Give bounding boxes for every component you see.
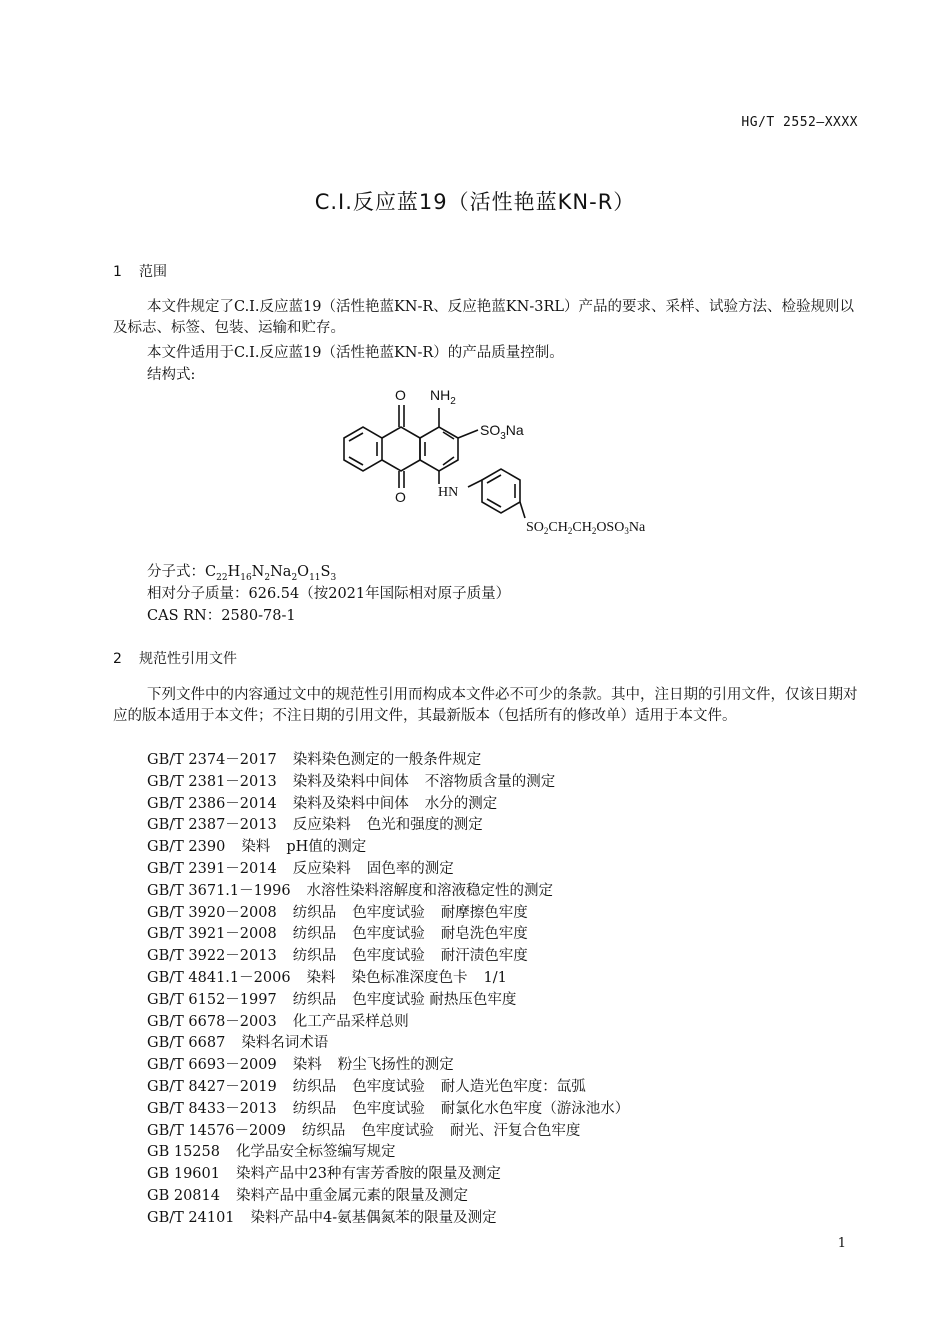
reference-item: GB/T 2387－2013 反应染料 色光和强度的测定 xyxy=(147,817,483,834)
reference-item: GB/T 3922－2013 纺织品 色牢度试验 耐汗渍色牢度 xyxy=(147,948,528,965)
reference-item: GB/T 4841.1－2006 染料 染色标准深度色卡 1/1 xyxy=(147,969,507,986)
section-number: 1 xyxy=(113,264,122,280)
reference-item: GB/T 6687 染料名词术语 xyxy=(147,1035,329,1052)
section-title: 范围 xyxy=(139,264,167,280)
reference-item: GB 15258 化学品安全标签编写规定 xyxy=(147,1144,396,1161)
section-2-heading xyxy=(113,648,237,668)
reference-item: GB/T 24101 染料产品中4-氨基偶氮苯的限量及测定 xyxy=(147,1209,497,1226)
reference-list xyxy=(147,750,629,1230)
reference-item: GB/T 2374－2017 染料染色测定的一般条件规定 xyxy=(147,752,482,768)
molecular-mass: 相对分子质量：626.54（按2021年国际相对原子质量） xyxy=(147,586,511,602)
standard-code: HG/T 2552—XXXX xyxy=(741,115,858,130)
reference-item: GB/T 3920－2008 纺织品 色牢度试验 耐摩擦色牢度 xyxy=(147,904,528,921)
cas-number: CAS RN：2580-78-1 xyxy=(147,608,296,624)
reference-item: GB/T 2391－2014 反应染料 固色率的测定 xyxy=(147,860,454,877)
reference-item: GB/T 6693－2009 染料 粉尘飞扬性的测定 xyxy=(147,1057,454,1074)
scope-paragraph-1: 本文件规定了C.I.反应蓝19（活性艳蓝KN-R、反应艳蓝KN-3RL）产品的要求、采样、试验方法、检验规则以及标志、标签、包装、运输和贮存。 xyxy=(113,299,854,336)
reference-item: GB/T 8427－2019 纺织品 色牢度试验 耐人造光色牢度：氙弧 xyxy=(147,1078,586,1095)
molecular-formula: 分子式：$C_{22}H_{16}N_2Na_2O_{11}S_3$ xyxy=(147,564,337,583)
amino-group-label: $NH_2$ xyxy=(430,387,456,407)
carbonyl-oxygen-bottom: O xyxy=(395,489,406,505)
normative-references-intro: 下列文件中的内容通过文中的规范性引用而构成本文件必不可少的条款。其中，注日期的引用文件，仅该日期对应的版本适用于本文件；不注日期的引用文件，其最新版本（包括所有的修改单）适用于本文件。 xyxy=(113,687,858,724)
section-title: 规范性引用文件 xyxy=(139,651,237,667)
section-number: 2 xyxy=(113,651,122,667)
reference-item: GB/T 3921－2008 纺织品 色牢度试验 耐皂洗色牢度 xyxy=(147,926,528,943)
reference-item: GB/T 2386－2014 染料及染料中间体 水分的测定 xyxy=(147,795,498,812)
document-title: C.I.反应蓝19（活性艳蓝KN-R） xyxy=(314,190,636,214)
reference-item: GB/T 8433－2013 纺织品 色牢度试验 耐氯化水色牢度（游泳池水） xyxy=(147,1100,630,1117)
scope-paragraph-2: 本文件适用于C.I.反应蓝19（活性艳蓝KN-R）的产品质量控制。 xyxy=(147,345,564,361)
structure-label: 结构式: xyxy=(147,367,196,383)
reference-item: GB/T 6152－1997 纺织品 色牢度试验 耐热压色牢度 xyxy=(147,991,517,1008)
reference-item: GB/T 3671.1－1996 水溶性染料溶解度和溶液稳定性的测定 xyxy=(147,882,554,899)
reference-item: GB/T 2381－2013 染料及染料中间体 不溶物质含量的测定 xyxy=(147,773,556,790)
reference-item: GB 19601 染料产品中23种有害芳香胺的限量及测定 xyxy=(147,1166,501,1183)
sulfonate-group-label: $SO_3Na$ xyxy=(480,422,524,442)
reference-item: GB 20814 染料产品中重金属元素的限量及测定 xyxy=(147,1187,468,1204)
reference-item: GB/T 6678－2003 化工产品采样总则 xyxy=(147,1013,409,1030)
section-1-heading xyxy=(113,261,167,281)
page-number: 1 xyxy=(837,1236,846,1251)
structural-formula-diagram xyxy=(330,380,670,542)
carbonyl-oxygen-top: O xyxy=(395,387,406,403)
sulfonyl-side-chain-label: $SO_2CH_2CH_2OSO_3Na$ xyxy=(526,520,646,536)
reference-item: GB/T 14576－2009 纺织品 色牢度试验 耐光、汗复合色牢度 xyxy=(147,1122,581,1139)
imino-group-label: HN xyxy=(438,485,459,500)
reference-item: GB/T 2390 染料 pH值的测定 xyxy=(147,839,367,856)
